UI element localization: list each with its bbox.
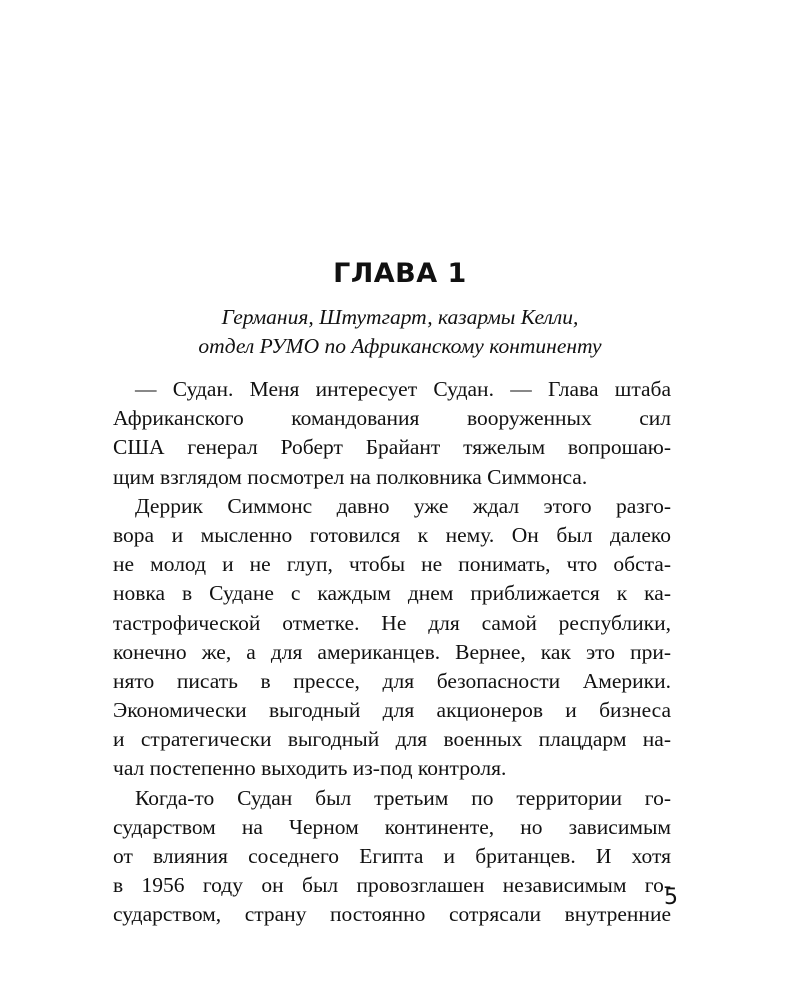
text-line: и стратегически выгодный для военных плацдарм на-	[113, 727, 671, 752]
text-line: сударством на Черном континенте, но зависимым	[113, 814, 671, 839]
text-line: щим взглядом посмотрел на полковника Симмонса.	[113, 464, 588, 489]
text-line: США генерал Роберт Брайант тяжелым вопрошаю-	[113, 435, 671, 460]
text-line: от влияния соседнего Египта и британцев. И хотя	[113, 844, 671, 868]
text-line: Экономически выгодный для акционеров и бизнеса	[113, 698, 671, 723]
subtitle-line: отдел РУМО по Африканскому континенту	[198, 334, 602, 358]
chapter-title: ГЛАВА 1	[333, 258, 467, 289]
chapter-subtitle	[0, 303, 800, 361]
page-number: 5	[664, 885, 678, 910]
text-line: новка в Судане с каждым днем приближается к ка-	[113, 581, 671, 606]
text-line: чал постепенно выходить из-под контроля.	[113, 756, 507, 781]
text-line: в 1956 году он был провозглашен независимым го-	[113, 873, 671, 898]
text-line: Деррик Симмонс давно уже ждал этого разго-	[135, 493, 671, 518]
text-line: не молод и не глуп, чтобы не понимать, что обста-	[113, 552, 671, 577]
subtitle-line: Германия, Штутгарт, казармы Келли,	[221, 305, 579, 329]
text-line: вора и мысленно готовился к нему. Он был далеко	[113, 522, 671, 547]
text-line: сударством, страну постоянно сотрясали внутренние	[113, 902, 671, 927]
text-line: конечно же, а для американцев. Вернее, как это при-	[113, 639, 671, 664]
text-line: Когда-то Судан был третьим по территории го-	[135, 785, 671, 810]
body-text	[113, 375, 671, 930]
text-line: Африканского командования вооруженных сил	[113, 406, 671, 431]
text-line: тастрофической отметке. Не для самой республики,	[113, 610, 671, 635]
text-line: нято писать в прессе, для безопасности Америки.	[113, 668, 671, 693]
text-line: — Судан. Меня интересует Судан. — Глава штаба	[135, 377, 671, 401]
